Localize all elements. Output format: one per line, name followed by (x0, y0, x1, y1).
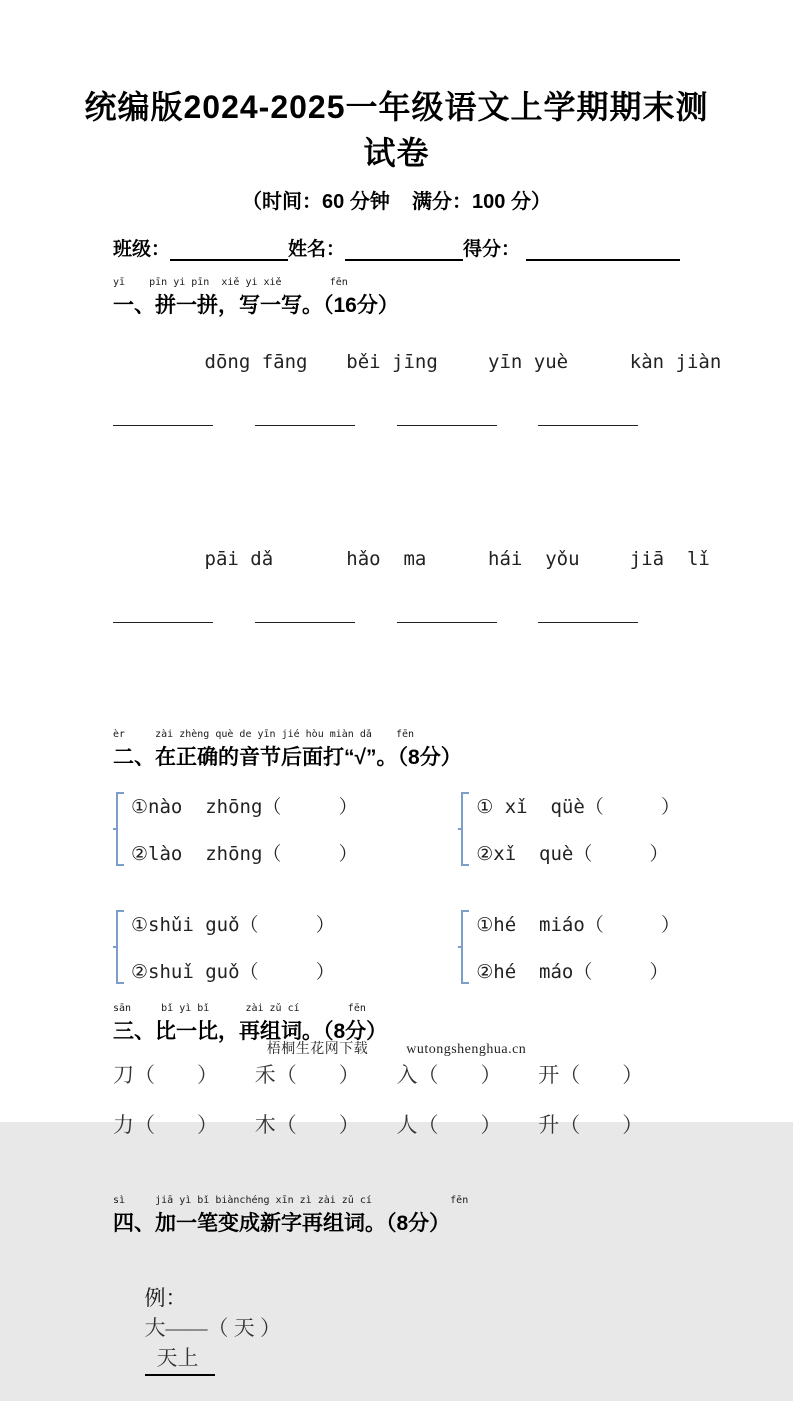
compare-words-row-2 (113, 1109, 680, 1139)
character-blank: 升（ ） (538, 1112, 644, 1137)
name-label: 姓名： (288, 238, 346, 260)
score-label: 得分： (463, 238, 521, 260)
brace-icon (113, 909, 127, 985)
example-line (113, 1257, 680, 1401)
section-2 (113, 729, 680, 771)
page-title (0, 0, 793, 177)
pinyin-words-row-1 (113, 329, 722, 470)
character-blank: 入（ ） (396, 1062, 502, 1087)
exam-time-score-subtitle: （时间：60 分钟 满分：100 分） (242, 190, 551, 213)
section-3-pinyin: sān bǐ yì bǐ zài zǔ cí fēn (113, 1002, 366, 1014)
example-label: 例： (144, 1285, 187, 1310)
footer-site-url: wutongshenghua.cn (406, 1042, 527, 1057)
section-4-heading: 四、加一笔变成新字再组词。（8分） (113, 1211, 451, 1235)
choice-option: ②xǐ què（ ） (476, 842, 669, 865)
choice-option: ②shuǐ guǒ（ ） (131, 960, 335, 983)
pinyin-word: dōng fāng (113, 329, 255, 470)
footer (0, 1038, 793, 1058)
section-1 (113, 277, 680, 319)
character-blank: 禾（ ） (254, 1062, 360, 1087)
example-body: 大——（ 天 ） (144, 1315, 287, 1340)
section-4-pinyin: sì jiā yì bǐ biànchéng xīn zì zài zǔ cí fēn (113, 1194, 469, 1206)
character-blank: 刀（ ） (113, 1062, 218, 1087)
choice-option: ①shǔi guǒ（ ） (131, 913, 335, 936)
student-info-row (113, 234, 680, 261)
pinyin-words-row-2 (113, 526, 710, 667)
brace-icon (458, 791, 472, 867)
choice-option: ②hé máo（ ） (476, 960, 669, 983)
section-1-heading: 一、拼一拼，写一写。（16分） (113, 293, 399, 317)
answer-underline (397, 606, 497, 623)
answer-underline (113, 606, 213, 623)
character-blank: 开（ ） (538, 1062, 644, 1087)
name-blank (345, 235, 463, 261)
example-answer: 天上 (145, 1342, 215, 1376)
choice-group (113, 791, 358, 867)
brace-icon (458, 909, 472, 985)
choice-option: ②lào zhōng（ ） (131, 842, 358, 865)
pinyin-word: pāi dǎ (113, 526, 255, 667)
answer-underline (538, 606, 638, 623)
character-blank: 力（ ） (113, 1112, 218, 1137)
choice-option: ①hé miáo（ ） (476, 913, 680, 936)
answer-underline (538, 409, 638, 426)
choice-option: ① xǐ qüè（ ） (476, 795, 680, 818)
syllable-choice-row-2 (113, 909, 680, 985)
answer-underline (113, 409, 213, 426)
score-blank (526, 235, 680, 261)
section-1-pinyin: yī pīn yi pīn xiě yi xiě fēn (113, 276, 348, 288)
pinyin-word: hǎo ma (255, 526, 397, 667)
page-title-line2: 试卷 (363, 135, 430, 172)
character-blank: 人（ ） (396, 1112, 502, 1137)
pinyin-word: yīn yuè (397, 329, 539, 470)
footer-site-name: 梧桐生花网下载 (266, 1042, 369, 1057)
section-3-heading: 三、比一比，再组词。（8分） (113, 1019, 388, 1043)
choice-group (458, 909, 680, 985)
choice-option: ①nào zhōng（ ） (131, 795, 358, 818)
answer-underline (255, 409, 355, 426)
character-blank: 木（ ） (254, 1112, 360, 1137)
choice-group (458, 791, 680, 867)
class-label: 班级： (113, 238, 171, 260)
answer-underline (397, 409, 497, 426)
syllable-choice-row-1 (113, 791, 680, 867)
section-2-heading: 二、在正确的音节后面打“√”。（8分） (113, 745, 462, 769)
brace-icon (113, 791, 127, 867)
section-4 (113, 1195, 680, 1237)
pinyin-word: běi jīng (255, 329, 397, 470)
class-blank (170, 235, 288, 261)
answer-underline (255, 606, 355, 623)
pinyin-word: kàn jiàn (538, 329, 680, 470)
choice-group (113, 909, 335, 985)
section-2-pinyin: èr zài zhèng què de yīn jié hòu miàn dǎ fēn (113, 728, 415, 740)
compare-words-row-1 (113, 1059, 680, 1089)
pinyin-word: jiā lǐ (538, 526, 680, 667)
pinyin-word: hái yǒu (397, 526, 539, 667)
page-title-line1: 统编版2024-2025一年级语文上学期期末测 (84, 89, 709, 125)
